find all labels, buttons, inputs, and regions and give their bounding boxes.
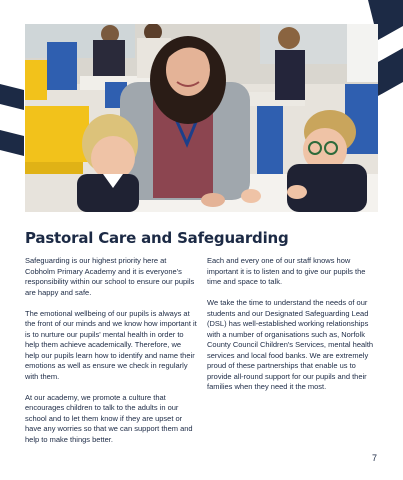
paragraph: Safeguarding is our highest priority here at Cobholm Primary Academy and it is everyone's responsibility within our school to ensure our pupils are happy and safe. — [25, 256, 195, 297]
paragraph: We take the time to understand the needs of our students and our Designated Safeguarding Lead (DSL) has well-established working relationships with a number of organisations such as, Norfolk County Council Children's Services, mental health services and local food banks. We are extremely proud of these partnerships that enable us to provide all-round support for our pupils and their families when they need it the most. — [207, 298, 374, 391]
paragraph: At our academy, we promote a culture that encourages children to talk to the adults in our school and to let them know if they are upset or have any worries so that we can support them and help to make things better. — [25, 392, 193, 444]
page-heading: Pastoral Care and Safeguarding — [25, 229, 289, 247]
right-text-column — [207, 256, 379, 403]
left-text-column — [25, 256, 197, 456]
classroom-photo — [25, 24, 378, 212]
paragraph: Each and every one of our staff knows how important it is to listen and to give our pupils the time and space to talk. — [207, 256, 366, 286]
paragraph: The emotional wellbeing of our pupils is always at the front of our minds and we know how important it is to nurture our pupils' mental health in order to help them achieve academically. Therefore, we help our pupils learn how to identify and name their emotions as well as ensure we check in regularly with them. — [25, 308, 197, 381]
page-number: 7 — [371, 453, 377, 463]
